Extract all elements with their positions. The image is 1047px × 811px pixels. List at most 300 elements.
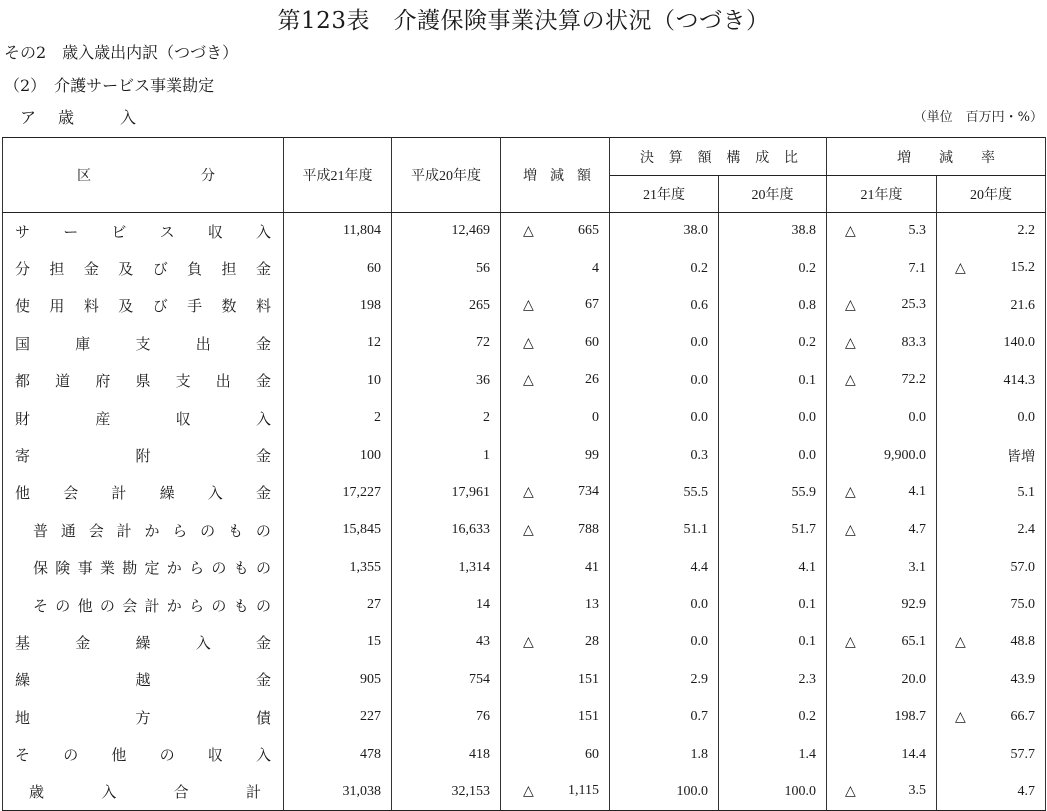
cell-kosei-fy21: 0.0 (610, 325, 719, 362)
triangle-mark (937, 485, 955, 501)
row-label-char: の (63, 746, 79, 765)
cell-value: 788 (578, 521, 599, 537)
cell-kosei-fy21: 100.0 (610, 773, 719, 810)
row-label-char: 附 (135, 447, 151, 466)
row-label-char: ビ (111, 222, 127, 241)
cell-ritsu-fy21 (827, 512, 937, 549)
triangle-mark (937, 373, 955, 389)
row-label-char: 普 (33, 521, 49, 540)
section-char-1: 歳 (58, 108, 75, 127)
table-row (3, 325, 1046, 362)
triangle-mark: △ (955, 634, 966, 650)
triangle-mark (827, 560, 845, 576)
row-label-char: 及 (118, 297, 134, 316)
cell-kosei-fy21: 55.5 (610, 474, 719, 511)
row-label-char: 事 (77, 559, 93, 578)
cell-fy21: 31,038 (284, 773, 392, 810)
triangle-mark (937, 223, 955, 239)
cell-kosei-fy20: 55.9 (719, 474, 827, 511)
cell-fy21: 11,804 (284, 213, 392, 250)
triangle-mark: △ (523, 634, 534, 650)
cell-value: 57.7 (1010, 746, 1035, 762)
header-kosei-fy21: 21年度 (610, 176, 719, 213)
table-row (3, 699, 1046, 736)
row-label-char: も (233, 596, 249, 615)
row-label-char: 金 (255, 372, 271, 391)
cell-value: 72.2 (901, 372, 926, 388)
cell-zogen (501, 586, 610, 623)
cell-ritsu-fy20 (937, 325, 1046, 362)
row-label-char: 金 (75, 633, 91, 652)
header-zogen-char: 額 (577, 169, 591, 184)
triangle-mark (937, 410, 955, 426)
cell-ritsu-fy21 (827, 586, 937, 623)
cell-ritsu-fy21 (827, 474, 937, 511)
triangle-mark (827, 261, 845, 277)
row-label (3, 699, 284, 736)
cell-value: 414.3 (1003, 372, 1035, 388)
cell-ritsu-fy20 (937, 661, 1046, 698)
cell-value: 665 (578, 222, 599, 238)
row-label-char: ら (189, 559, 205, 578)
cell-ritsu-fy21 (827, 773, 937, 810)
section-char-2: 入 (120, 108, 137, 127)
row-label-char: 金 (255, 260, 271, 279)
row-label-char: 会 (88, 521, 104, 540)
cell-zogen (501, 736, 610, 773)
row-label-char: 会 (122, 596, 138, 615)
cell-fy20: 1 (392, 437, 501, 474)
row-label-char: ー (63, 222, 79, 241)
triangle-mark (501, 448, 523, 464)
cell-fy20: 43 (392, 624, 501, 661)
table-row (3, 661, 1046, 698)
cell-value: 151 (578, 709, 599, 725)
row-label (3, 399, 284, 436)
row-label-char: 債 (255, 708, 271, 727)
cell-zogen (501, 287, 610, 324)
cell-fy20: 265 (392, 287, 501, 324)
unit-note: （単位 百万円・%） (913, 110, 1043, 125)
cell-value: 66.7 (1010, 708, 1035, 724)
row-label-char: 計 (144, 596, 160, 615)
subtitle-breakdown: その2 歳入歳出内訳（つづき） (4, 43, 239, 62)
cell-value: 734 (578, 484, 599, 500)
cell-value: 20.0 (901, 671, 926, 687)
row-label (3, 512, 284, 549)
cell-ritsu-fy20 (937, 586, 1046, 623)
cell-fy20: 12,469 (392, 213, 501, 250)
cell-value: 67 (585, 297, 599, 313)
triangle-mark (937, 784, 955, 800)
header-kosei-fy20: 20年度 (719, 176, 827, 213)
cell-fy21: 2 (284, 399, 392, 436)
subtitle-account: （2） 介護サービス事業勘定 (4, 76, 215, 95)
row-label-char: の (211, 596, 227, 615)
cell-kosei-fy20: 0.2 (719, 699, 827, 736)
row-label (3, 773, 284, 810)
row-label-char: 他 (111, 746, 127, 765)
row-label-char: 出 (195, 334, 211, 353)
cell-value: 60 (585, 334, 599, 350)
row-label-char: 定 (144, 559, 160, 578)
row-label-char: び (152, 297, 168, 316)
row-label-char: 産 (95, 409, 111, 428)
cell-ritsu-fy21 (827, 362, 937, 399)
cell-kosei-fy21: 1.8 (610, 736, 719, 773)
header-kosei-char: 決 (640, 150, 654, 166)
triangle-mark (501, 597, 523, 613)
cell-ritsu-fy21 (827, 699, 937, 736)
cell-kosei-fy20: 0.0 (719, 437, 827, 474)
cell-kosei-fy20: 0.1 (719, 624, 827, 661)
cell-kosei-fy21: 0.2 (610, 250, 719, 287)
header-fy21: 平成21年度 (284, 138, 392, 213)
triangle-mark (501, 560, 523, 576)
row-label (3, 474, 284, 511)
row-label-char: の (255, 521, 271, 540)
cell-ritsu-fy20 (937, 437, 1046, 474)
triangle-mark: △ (845, 335, 856, 351)
row-label-char: 庫 (75, 334, 91, 353)
cell-zogen (501, 661, 610, 698)
table-row-total (3, 773, 1046, 810)
cell-value: 198.7 (894, 709, 926, 725)
page-title: 第123表 介護保険事業決算の状況（つづき） (277, 8, 770, 34)
row-label-char: 入 (101, 783, 117, 802)
cell-zogen (501, 549, 610, 586)
row-label-char: 道 (55, 372, 71, 391)
row-label-char: 他 (15, 484, 31, 503)
row-label-char: か (166, 559, 182, 578)
triangle-mark (937, 522, 955, 538)
cell-value: 4.7 (908, 521, 926, 537)
row-label-char: そ (15, 746, 31, 765)
cell-kosei-fy21: 38.0 (610, 213, 719, 250)
cell-value: 2.4 (1017, 522, 1035, 538)
row-label-char: も (228, 521, 244, 540)
triangle-mark (937, 672, 955, 688)
row-label-char: 計 (111, 484, 127, 503)
cell-value: 43.9 (1010, 671, 1035, 687)
triangle-mark: △ (845, 373, 856, 389)
cell-kosei-fy20: 0.8 (719, 287, 827, 324)
row-label-char: 計 (116, 521, 132, 540)
cell-value: 65.1 (901, 633, 926, 649)
table-body (3, 213, 1046, 811)
cell-value: 92.9 (901, 597, 926, 613)
cell-value: 0 (592, 410, 599, 426)
cell-fy21: 1,355 (284, 549, 392, 586)
cell-value: 4 (592, 260, 599, 276)
row-label-char: 金 (255, 633, 271, 652)
cell-fy20: 1,314 (392, 549, 501, 586)
row-label-char: の (200, 521, 216, 540)
row-label-char: 会 (63, 484, 79, 503)
cell-kosei-fy20: 4.1 (719, 549, 827, 586)
triangle-mark (827, 709, 845, 725)
cell-value: 1,115 (568, 783, 599, 799)
cell-value: 5.3 (908, 222, 926, 238)
cell-ritsu-fy20 (937, 624, 1046, 661)
section-heading (20, 105, 136, 128)
table-row (3, 399, 1046, 436)
row-label-char: 担 (49, 260, 65, 279)
cell-ritsu-fy21 (827, 661, 937, 698)
table-row (3, 213, 1046, 250)
row-label-char: 入 (255, 746, 271, 765)
cell-kosei-fy20: 2.3 (719, 661, 827, 698)
header-ritsu-char: 増 (897, 150, 911, 166)
row-label-char: 料 (255, 297, 271, 316)
triangle-mark (937, 446, 955, 466)
cell-value: 99 (585, 447, 599, 463)
cell-kosei-fy21: 0.0 (610, 362, 719, 399)
header-ritsu-fy21: 21年度 (827, 176, 937, 213)
row-label-char: の (99, 596, 115, 615)
row-label-char: 勘 (122, 559, 138, 578)
row-label-char: 金 (83, 260, 99, 279)
cell-zogen (501, 399, 610, 436)
cell-ritsu-fy21 (827, 624, 937, 661)
row-label-char: 県 (135, 372, 151, 391)
triangle-mark (501, 672, 523, 688)
row-label-char: 担 (221, 260, 237, 279)
row-label-char: か (144, 521, 160, 540)
cell-value: 21.6 (1010, 297, 1035, 313)
cell-value: 0.0 (908, 410, 926, 426)
row-label-char: 入 (195, 633, 211, 652)
row-label-char: 繰 (159, 484, 175, 503)
triangle-mark: △ (845, 784, 856, 800)
row-label-char: 入 (207, 484, 223, 503)
cell-zogen (501, 699, 610, 736)
cell-value: 13 (585, 597, 599, 613)
cell-kosei-fy20: 0.1 (719, 586, 827, 623)
cell-ritsu-fy20 (937, 549, 1046, 586)
row-label-char: 金 (255, 484, 271, 503)
cell-kosei-fy20: 1.4 (719, 736, 827, 773)
triangle-mark: △ (523, 223, 534, 239)
row-label (3, 736, 284, 773)
cell-value: 7.1 (908, 260, 926, 276)
cell-fy20: 14 (392, 586, 501, 623)
cell-fy20: 2 (392, 399, 501, 436)
row-label-char: 出 (215, 372, 231, 391)
row-label-char: サ (15, 222, 31, 241)
row-label-char: 使 (15, 297, 31, 316)
cell-zogen (501, 213, 610, 250)
row-label-char: 収 (175, 409, 191, 428)
section-mark: ア (20, 108, 37, 127)
cell-fy20: 418 (392, 736, 501, 773)
row-label-char: 金 (255, 334, 271, 353)
cell-kosei-fy21: 0.0 (610, 586, 719, 623)
header-zogen-char: 減 (550, 169, 564, 184)
cell-ritsu-fy20 (937, 399, 1046, 436)
header-kubun-char: 区 (77, 169, 91, 184)
cell-value: 83.3 (901, 334, 926, 350)
cell-fy21: 478 (284, 736, 392, 773)
header-kosei-char: 額 (697, 150, 712, 166)
table-row (3, 736, 1046, 773)
row-label-char: び (152, 260, 168, 279)
cell-kosei-fy20: 0.1 (719, 362, 827, 399)
triangle-mark: △ (523, 298, 534, 314)
row-label (3, 287, 284, 324)
triangle-mark: △ (523, 335, 534, 351)
row-label-char: ら (172, 521, 188, 540)
row-label-char: 寄 (15, 447, 31, 466)
cell-fy20: 72 (392, 325, 501, 362)
cell-ritsu-fy21 (827, 213, 937, 250)
cell-value: 5.1 (1017, 484, 1035, 500)
cell-zogen (501, 325, 610, 362)
cell-fy20: 17,961 (392, 474, 501, 511)
cell-kosei-fy20: 0.2 (719, 250, 827, 287)
row-label (3, 250, 284, 287)
cell-ritsu-fy21 (827, 437, 937, 474)
triangle-mark: △ (955, 709, 966, 725)
cell-fy21: 905 (284, 661, 392, 698)
table-row (3, 250, 1046, 287)
row-label-char: 収 (207, 222, 223, 241)
row-label-char: の (55, 596, 71, 615)
cell-ritsu-fy20 (937, 362, 1046, 399)
row-label (3, 213, 284, 250)
cell-fy21: 17,227 (284, 474, 392, 511)
cell-value: 57.0 (1010, 559, 1035, 575)
row-label-char: 保 (33, 559, 49, 578)
cell-value: 28 (585, 633, 599, 649)
row-label-char: 入 (255, 222, 271, 241)
cell-kosei-fy21: 0.3 (610, 437, 719, 474)
table-row (3, 362, 1046, 399)
triangle-mark: △ (523, 373, 534, 389)
table-row (3, 512, 1046, 549)
row-label (3, 437, 284, 474)
header-kosei-char: 算 (668, 150, 683, 166)
row-label-char: 負 (187, 260, 203, 279)
header-kosei-char: 成 (755, 150, 770, 166)
row-label-char: 計 (245, 783, 261, 802)
cell-fy21: 15,845 (284, 512, 392, 549)
cell-ritsu-fy21 (827, 736, 937, 773)
row-label-char: 分 (15, 260, 31, 279)
table-row (3, 474, 1046, 511)
cell-value: 皆増 (1007, 449, 1035, 465)
cell-ritsu-fy21 (827, 287, 937, 324)
triangle-mark: △ (523, 784, 534, 800)
row-label (3, 661, 284, 698)
row-label-char: 及 (118, 260, 134, 279)
row-label-char: 入 (255, 409, 271, 428)
row-label-char: 合 (173, 783, 189, 802)
header-ritsu (827, 138, 1046, 176)
row-label-char: 財 (15, 409, 31, 428)
cell-ritsu-fy20 (937, 699, 1046, 736)
row-label (3, 586, 284, 623)
triangle-mark: △ (523, 522, 534, 538)
row-label-char: 繰 (135, 633, 151, 652)
cell-value: 9,900.0 (884, 447, 926, 463)
cell-fy21: 12 (284, 325, 392, 362)
cell-value: 15.2 (1010, 260, 1035, 276)
cell-value: 2.2 (1017, 223, 1035, 239)
row-label-char: も (233, 559, 249, 578)
cell-zogen (501, 512, 610, 549)
cell-fy21: 15 (284, 624, 392, 661)
triangle-mark (937, 335, 955, 351)
row-label (3, 549, 284, 586)
row-label-char: 越 (135, 671, 151, 690)
row-label-char: 支 (135, 334, 151, 353)
cell-value: 4.7 (1017, 783, 1035, 799)
triangle-mark: △ (523, 485, 534, 501)
cell-fy21: 198 (284, 287, 392, 324)
cell-kosei-fy20: 100.0 (719, 773, 827, 810)
cell-zogen (501, 250, 610, 287)
cell-ritsu-fy20 (937, 250, 1046, 287)
header-kubun-char: 分 (201, 169, 215, 184)
row-label (3, 624, 284, 661)
cell-kosei-fy20: 0.2 (719, 325, 827, 362)
triangle-mark: △ (955, 261, 966, 277)
triangle-mark: △ (845, 634, 856, 650)
row-label-char: か (166, 596, 182, 615)
cell-ritsu-fy20 (937, 736, 1046, 773)
row-label-char: 基 (15, 633, 31, 652)
row-label-char: 都 (15, 372, 31, 391)
cell-fy21: 227 (284, 699, 392, 736)
cell-fy21: 10 (284, 362, 392, 399)
cell-fy20: 32,153 (392, 773, 501, 810)
cell-kosei-fy21: 0.0 (610, 624, 719, 661)
cell-zogen (501, 474, 610, 511)
cell-value: 41 (585, 559, 599, 575)
header-kubun (3, 138, 284, 213)
triangle-mark: △ (845, 522, 856, 538)
cell-value: 75.0 (1010, 597, 1035, 613)
row-label-char: の (211, 559, 227, 578)
row-label-char: 業 (99, 559, 115, 578)
row-label-char: ら (189, 596, 205, 615)
header-ritsu-char: 率 (981, 150, 995, 166)
cell-fy20: 56 (392, 250, 501, 287)
row-label (3, 362, 284, 399)
cell-kosei-fy20: 38.8 (719, 213, 827, 250)
cell-value: 48.8 (1010, 633, 1035, 649)
triangle-mark: △ (845, 298, 856, 314)
row-label-char: ス (159, 222, 175, 241)
row-label-char: そ (33, 596, 49, 615)
row-label-char: 金 (255, 671, 271, 690)
triangle-mark (937, 747, 955, 763)
cell-ritsu-fy20 (937, 474, 1046, 511)
triangle-mark (501, 709, 523, 725)
cell-value: 26 (585, 372, 599, 388)
revenue-table (2, 137, 1046, 811)
row-label-char: の (159, 746, 175, 765)
cell-fy21: 60 (284, 250, 392, 287)
row-label-char: 通 (60, 521, 76, 540)
cell-ritsu-fy20 (937, 773, 1046, 810)
row-label-char: 他 (77, 596, 93, 615)
row-label-char: 収 (207, 746, 223, 765)
row-label-char: 支 (175, 372, 191, 391)
cell-fy21: 27 (284, 586, 392, 623)
table-row (3, 624, 1046, 661)
